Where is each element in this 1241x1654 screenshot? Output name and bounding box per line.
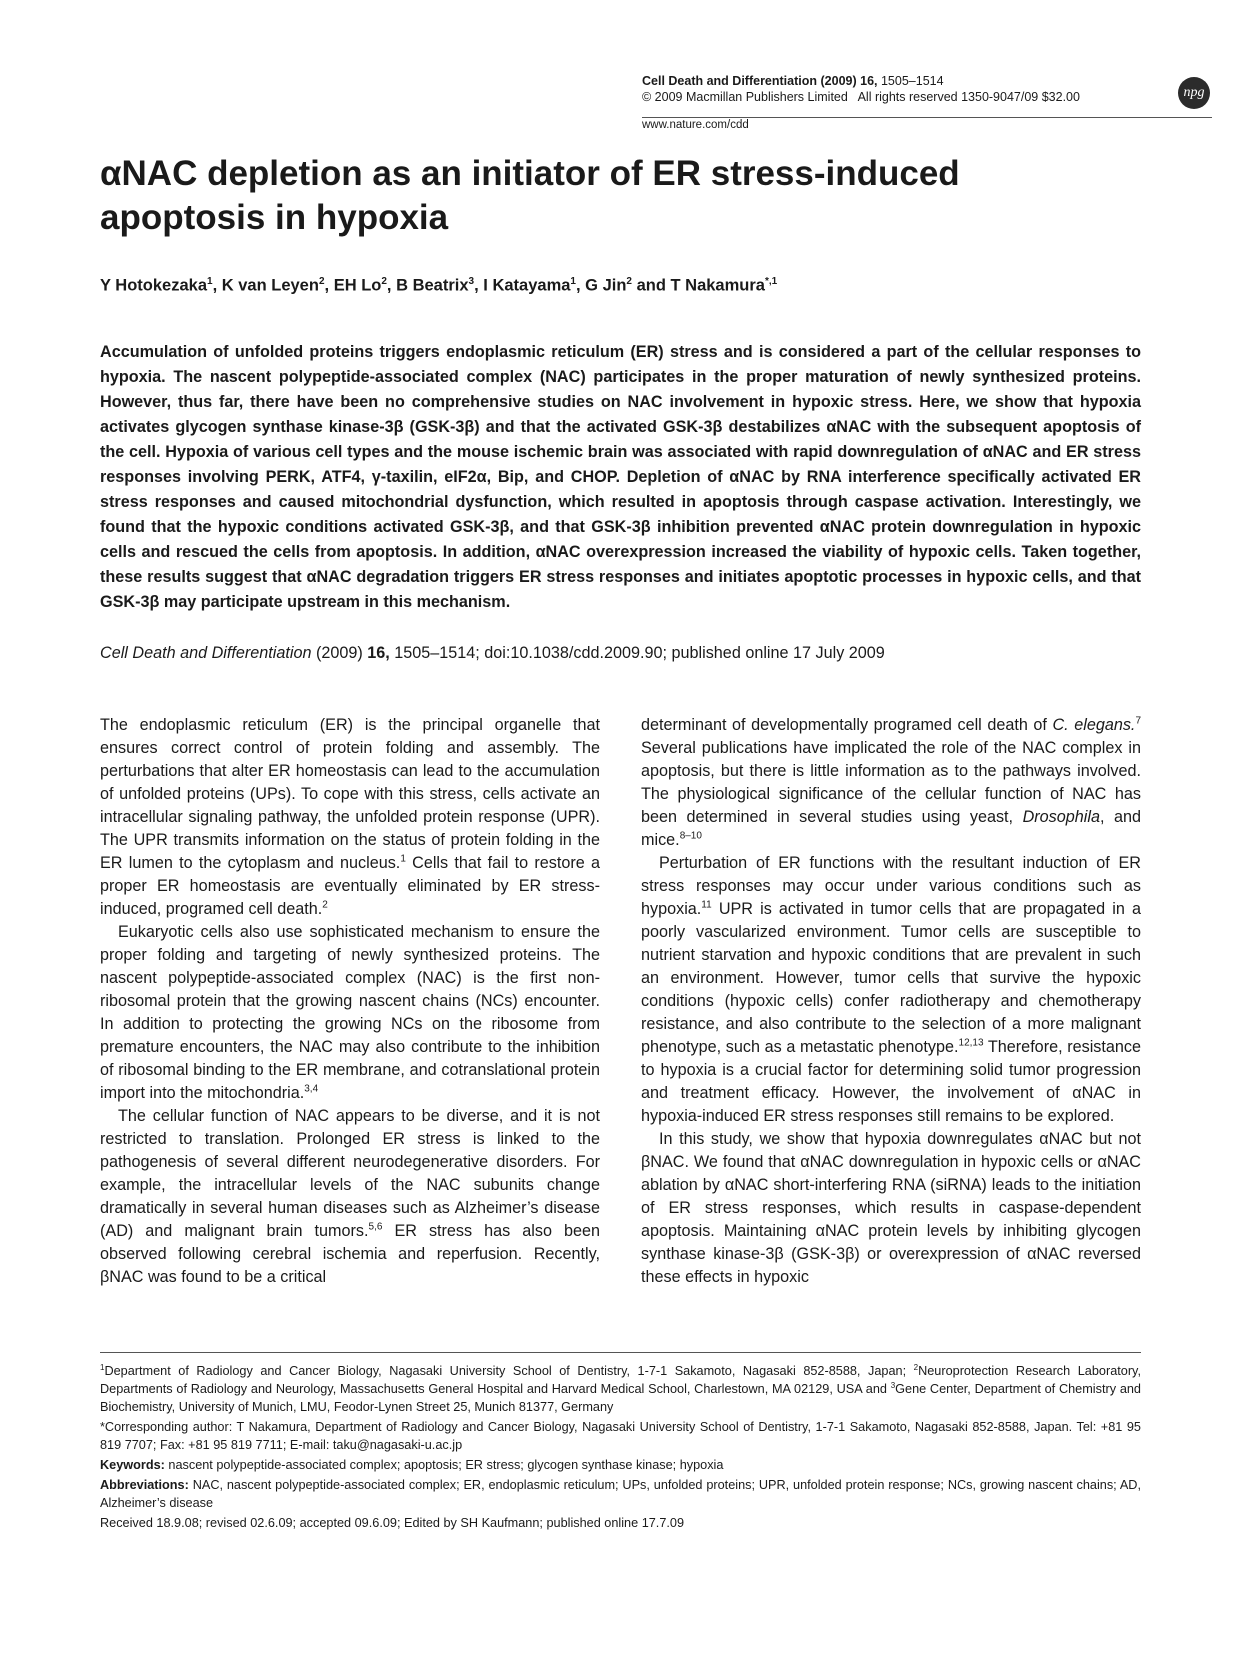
author-affiliation: 1 xyxy=(207,276,213,287)
author-name: B Beatrix xyxy=(396,276,469,295)
author-name: G Jin xyxy=(585,276,627,295)
author-separator: , xyxy=(575,276,586,295)
npg-logo-icon: npg xyxy=(1178,77,1210,109)
citation-line xyxy=(100,641,1141,665)
citation-journal: Cell Death and Differentiation xyxy=(100,644,312,662)
author-affiliation: *,1 xyxy=(764,276,778,287)
journal-pages: 1505–1514 xyxy=(880,74,944,88)
bold-label: Abbreviations: xyxy=(100,1478,189,1492)
copyright-line xyxy=(642,89,1122,105)
text-run: In this study, we show that hypoxia downregulates αNAC but not βNAC. We found that αNAC downregulation in hypoxic cells or αNAC ablation by αNAC short-interfering RNA (siRNA) leads to the initiation of ER stress responses, which results in caspase-dependent apoptosis. Maintaining αNAC protein levels by inhibiting glycogen synthase kinase-3β (GSK-3β) or overexpression of αNAC reversed these effects in hypoxic xyxy=(641,1130,1141,1286)
author-name: I Katayama xyxy=(483,276,571,295)
text-run: Therefore, resistance to hypoxia is a crucial factor for determining solid tumor progression and treatment efficacy. However, the involvement of αNAC in hypoxia-induced ER stress responses still remains to be explored. xyxy=(641,1038,1142,1125)
abstract: Accumulation of unfolded proteins triggers endoplasmic reticulum (ER) stress and is considered a part of the cellular responses to hypoxia. The nascent polypeptide-associated complex (NAC) participates in the proper maturation of newly synthesized proteins. However, thus far, there have been no comprehensive studies on NAC involvement in hypoxic stress. Here, we show that hypoxia activates glycogen synthase kinase-3β (GSK-3β) and that the activated GSK-3β destabilizes αNAC with the subsequent apoptosis of the cell. Hypoxia of various cell types and the mouse ischemic brain was associated with rapid downregulation of αNAC and ER stress responses involving PERK, ATF4, γ-taxilin, eIF2α, Bip, and CHOP. Depletion of αNAC by RNA interference specifically activated ER stress responses and caused mitochondrial dysfunction, which resulted in apoptosis through caspase activation. Interestingly, we found that the hypoxic conditions activated GSK-3β, and that GSK-3β inhibition prevented αNAC protein downregulation in hypoxic cells and rescued the cells from apoptosis. In addition, αNAC overexpression increased the viability of hypoxic cells. Taken together, these results suggest that αNAC degradation triggers ER stress responses and initiates apoptotic processes in hypoxic cells, and that GSK-3β may participate upstream in this mechanism. xyxy=(100,343,1141,611)
author-affiliation: 1 xyxy=(570,276,576,287)
body-paragraph xyxy=(641,852,1141,1128)
reference-superscript: 8–10 xyxy=(679,830,702,842)
body-paragraph xyxy=(100,921,600,1105)
reference-superscript: 3 xyxy=(890,1380,896,1390)
text-run: Received 18.9.08; revised 02.6.09; accepted 09.6.09; Edited by SH Kaufmann; published online 17.7.09 xyxy=(100,1516,685,1530)
reference-superscript: 12,13 xyxy=(958,1037,984,1049)
italic-term: Drosophila xyxy=(1022,808,1100,826)
author-separator: and xyxy=(631,276,671,295)
footnote-paragraph xyxy=(100,1456,1141,1474)
reference-superscript: 1 xyxy=(100,1362,105,1372)
citation-details: 1505–1514; doi:10.1038/cdd.2009.90; published online 17 July 2009 xyxy=(389,644,885,662)
text-run: UPR is activated in tumor cells that are propagated in a poorly vascularized environment. Tumor cells are susceptible to nutrient starvation and hypoxic conditions that are prevalent in such an environment. However, tumor cells that survive the hypoxic conditions (hypoxic cells) confer radiotherapy and chemotherapy resistance, and also contribute to the selection of a more malignant phenotype, such as a metastatic phenotype. xyxy=(641,900,1141,1056)
text-run: , and mice. xyxy=(641,808,1141,849)
text-run: Several publications have implicated the role of the NAC complex in apoptosis, but there is little information as to the pathways involved. The physiological significance of the cellular function of NAC has been determined in several studies using yeast, xyxy=(641,739,1141,826)
journal-year-volume: (2009) 16, xyxy=(820,74,878,88)
text-run: Perturbation of ER functions with the resultant induction of ER stress responses may occur under various conditions such as hypoxia. xyxy=(641,854,1141,918)
footnotes xyxy=(100,1362,1141,1534)
author-affiliation: 2 xyxy=(626,276,632,287)
reference-superscript: 3,4 xyxy=(304,1083,319,1095)
author-affiliation: 3 xyxy=(468,276,475,287)
author-separator: , xyxy=(386,276,397,295)
journal-name: Cell Death and Differentiation xyxy=(642,74,818,88)
reference-superscript: 1 xyxy=(400,853,406,865)
citation-year: (2009) xyxy=(311,644,368,662)
footnote-paragraph xyxy=(100,1418,1141,1454)
author-affiliation: 2 xyxy=(318,276,325,287)
bold-label: Keywords: xyxy=(100,1458,165,1472)
author-separator: , xyxy=(474,276,484,295)
author-name: Y Hotokezaka xyxy=(100,276,207,295)
citation-volume: 16, xyxy=(367,644,390,662)
footnote-paragraph xyxy=(100,1476,1141,1512)
text-run: *Corresponding author: T Nakamura, Department of Radiology and Cancer Biology, Nagasaki University School of Dentistry, 1-7-1 Sakamoto, Nagasaki 852-8588, Japan. Tel: +81 95 819 7707; Fax: +81 95 819 7711; E-mail: taku@nagasaki-u.ac.jp xyxy=(100,1420,1141,1452)
text-run: NAC, nascent polypeptide-associated complex; ER, endoplasmic reticulum; UPs, unfolded proteins; UPR, unfolded protein response; NCs, growing nascent chains; AD, Alzheimer’s disease xyxy=(100,1478,1141,1510)
text-run: nascent polypeptide-associated complex; apoptosis; ER stress; glycogen synthase kinase; hypoxia xyxy=(164,1458,724,1472)
body-paragraph xyxy=(641,714,1141,852)
text-run: determinant of developmentally programed cell death of xyxy=(641,716,1053,734)
footnote-paragraph xyxy=(100,1514,1141,1532)
text-run: Department of Radiology and Cancer Biology, Nagasaki University School of Dentistry, 1-7-1 Sakamoto, Nagasaki 852-8588, Japan; xyxy=(104,1364,914,1378)
text-run: Neuroprotection Research Laboratory, Departments of Radiology and Neurology, Massachusetts General Hospital and Harvard Medical School, Charlestown, MA 02129, USA and xyxy=(100,1364,1141,1396)
author-name: T Nakamura xyxy=(670,276,765,295)
footnote-paragraph xyxy=(100,1362,1141,1416)
body-column-right xyxy=(641,714,1141,1289)
copyright: © 2009 Macmillan Publishers Limited xyxy=(642,90,848,104)
text-run: Cells that fail to restore a proper ER homeostasis are eventually eliminated by ER stress-induced, programed cell death. xyxy=(100,854,600,918)
author-affiliation: 2 xyxy=(381,276,387,287)
reference-superscript: 11 xyxy=(701,899,712,911)
author-list xyxy=(100,276,1140,296)
reference-superscript: 5,6 xyxy=(368,1221,383,1233)
rights: All rights reserved 1350-9047/09 $32.00 xyxy=(857,90,1080,104)
reference-superscript: 2 xyxy=(322,899,328,911)
body-paragraph xyxy=(100,714,600,921)
author-separator: , xyxy=(324,276,334,295)
header-divider xyxy=(642,117,1212,118)
text-run: ER stress has also been observed following cerebral ischemia and reperfusion. Recently, βNAC was found to be a critical xyxy=(100,1222,600,1286)
text-run: Eukaryotic cells also use sophisticated mechanism to ensure the proper folding and targeting of newly synthesized proteins. The nascent polypeptide-associated complex (NAC) is the first non-ribosomal protein that the growing nascent chains (NCs) encounter. In addition to protecting the growing NCs on the ribosome from premature encounters, the NAC may also contribute to the inhibition of ribosomal binding to the ER membrane, and cotranslational protein import into the mitochondria. xyxy=(100,923,600,1102)
footnote-divider xyxy=(100,1352,1141,1353)
reference-superscript: 2 xyxy=(913,1362,919,1372)
text-run: The cellular function of NAC appears to be diverse, and it is not restricted to translation. Prolonged ER stress is linked to the pathogenesis of several different neurodegenerative disorders. For example, the intracellular levels of the NAC subunits change dramatically in several human diseases such as Alzheimer’s disease (AD) and malignant brain tumors. xyxy=(100,1107,600,1240)
italic-term: C. elegans. xyxy=(1052,716,1136,734)
reference-superscript: 7 xyxy=(1135,715,1141,727)
author-name: EH Lo xyxy=(333,276,382,295)
author-name: K van Leyen xyxy=(221,276,319,295)
text-run: Gene Center, Department of Chemistry and Biochemistry, University of Munich, LMU, Feodor-Lynen Street 25, Munich 81377, Germany xyxy=(100,1382,1141,1414)
body-column-left xyxy=(100,714,600,1289)
text-run: The endoplasmic reticulum (ER) is the principal organelle that ensures correct control of protein folding and assembly. The perturbations that alter ER homeostasis can lead to the accumulation of unfolded proteins (UPs). To cope with this stress, cells activate an intracellular signaling pathway, the unfolded protein response (UPR). The UPR transmits information on the status of protein folding in the ER lumen to the cytoplasm and nucleus. xyxy=(100,716,600,872)
author-separator: , xyxy=(212,276,222,295)
article-title: αNAC depletion as an initiator of ER stress-induced apoptosis in hypoxia xyxy=(100,154,960,237)
journal-citation-line xyxy=(642,73,1122,89)
body-paragraph xyxy=(641,1128,1141,1289)
body-paragraph xyxy=(100,1105,600,1289)
journal-url[interactable]: www.nature.com/cdd xyxy=(642,119,749,131)
journal-header xyxy=(642,73,1122,133)
